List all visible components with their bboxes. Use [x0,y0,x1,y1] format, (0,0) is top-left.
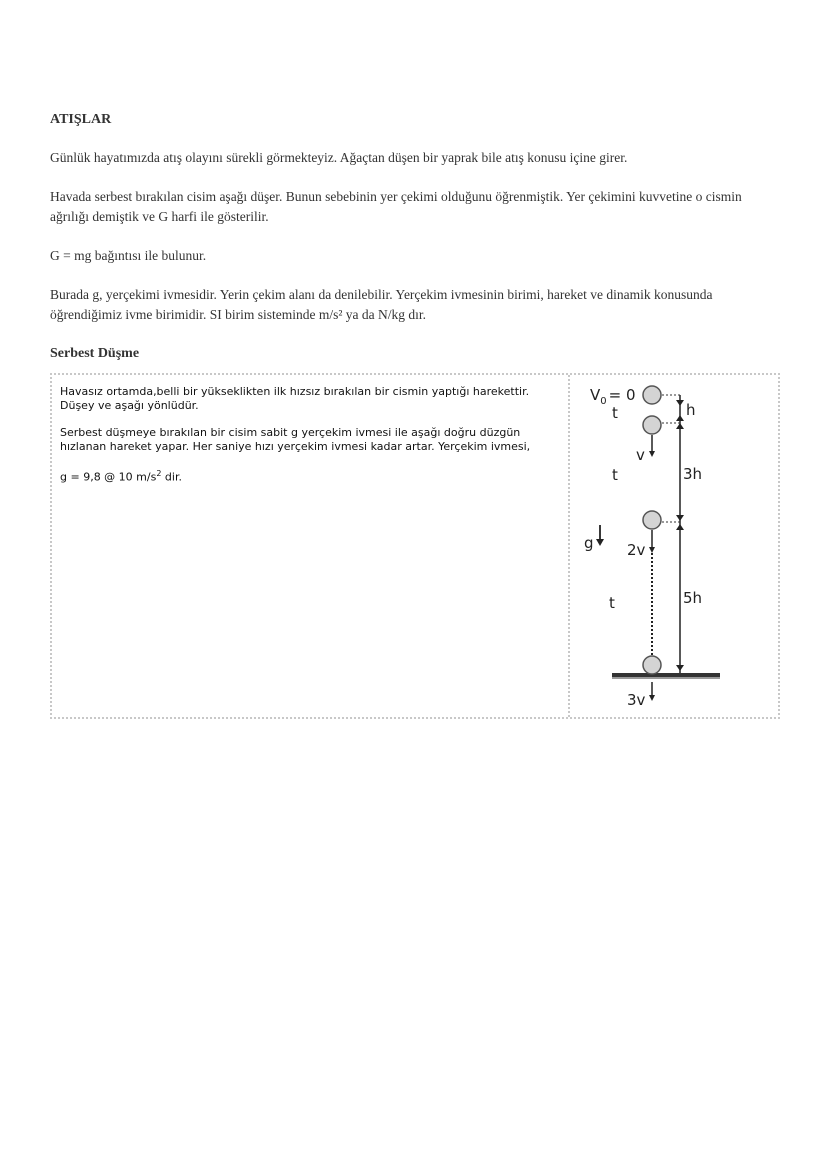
ball-1 [643,386,661,404]
g-formula: g = 9,8 @ 10 m/s [60,470,157,484]
section-title: Serbest Düşme [50,346,140,361]
page-content [50,110,780,719]
arrow-5h-bottom [676,665,684,671]
velocity-arrow-v-head [649,451,655,457]
box-paragraph-1: Havasız ortamda,belli bir yükseklikten ilk hızsız bırakılan bir cismin yaptığı harekettir. Düşey ve aşağı yönlüdür. [60,385,530,412]
time-label-2: t [612,466,618,484]
height-label-h: h [686,401,696,419]
arrow-3h-bottom [676,515,684,521]
box-paragraph-3 [60,467,560,484]
arrow-h-top [676,400,684,406]
v0-label: $V_0 = 0$ [590,386,636,407]
velocity-label-3v: 3v [627,691,646,709]
free-fall-box [50,373,780,719]
paragraph-1: Günlük hayatımızda atış olayını sürekli görmekteyiz. Ağaçtan düşen bir yaprak bile atış konusu içine girer. [50,150,628,165]
paragraph-2: Havada serbest bırakılan cisim aşağı düşer. Bunun sebebinin yer çekimi olduğunu öğrenmiştik. Yer çekimini kuvvetine o cismin ağrılığı demiştik ve G harfi ile gösterilir. [50,189,742,224]
velocity-arrow-2v-head [649,547,655,553]
velocity-label-v: v [636,446,645,464]
ball-3 [643,511,661,529]
ball-4 [643,656,661,674]
height-label-3h: 3h [683,465,703,483]
arrow-5h-top [676,524,684,530]
height-label-5h: 5h [683,589,703,607]
velocity-label-2v: 2v [627,541,646,559]
page-title: ATIŞLAR [50,112,112,127]
time-label-1: t [612,404,618,422]
gravity-label: g [584,534,594,552]
g-formula-suffix: dir. [161,470,182,484]
ball-2 [643,416,661,434]
paragraph-4: Burada g, yerçekimi ivmesidir. Yerin çekim alanı da denilebilir. Yerçekim ivmesinin birimi, hareket ve dinamik konusunda öğrendiğimiz ivme birimidir. SI birim sisteminde m/s² ya da N/kg dır. [50,287,713,322]
arrow-h-bottom [676,415,684,421]
free-fall-diagram [570,375,780,717]
velocity-arrow-3v-head [649,695,655,701]
arrow-3h-top [676,423,684,429]
g-formula-exponent: 2 [156,469,162,478]
box-paragraph-2: Serbest düşmeye bırakılan bir cisim sabit g yerçekim ivmesi ile aşağı doğru düzgün hızlanan hareket yapar. Her saniye hızı yerçekim ivmesi kadar artar. Yerçekim ivmesi, [60,426,531,453]
paragraph-3: G = mg bağıntısı ile bulunur. [50,248,207,263]
gravity-arrow-head [596,539,604,546]
free-fall-svg [570,375,780,717]
ground-shadow [612,677,720,679]
free-fall-text [60,385,560,498]
time-label-3: t [609,594,615,612]
